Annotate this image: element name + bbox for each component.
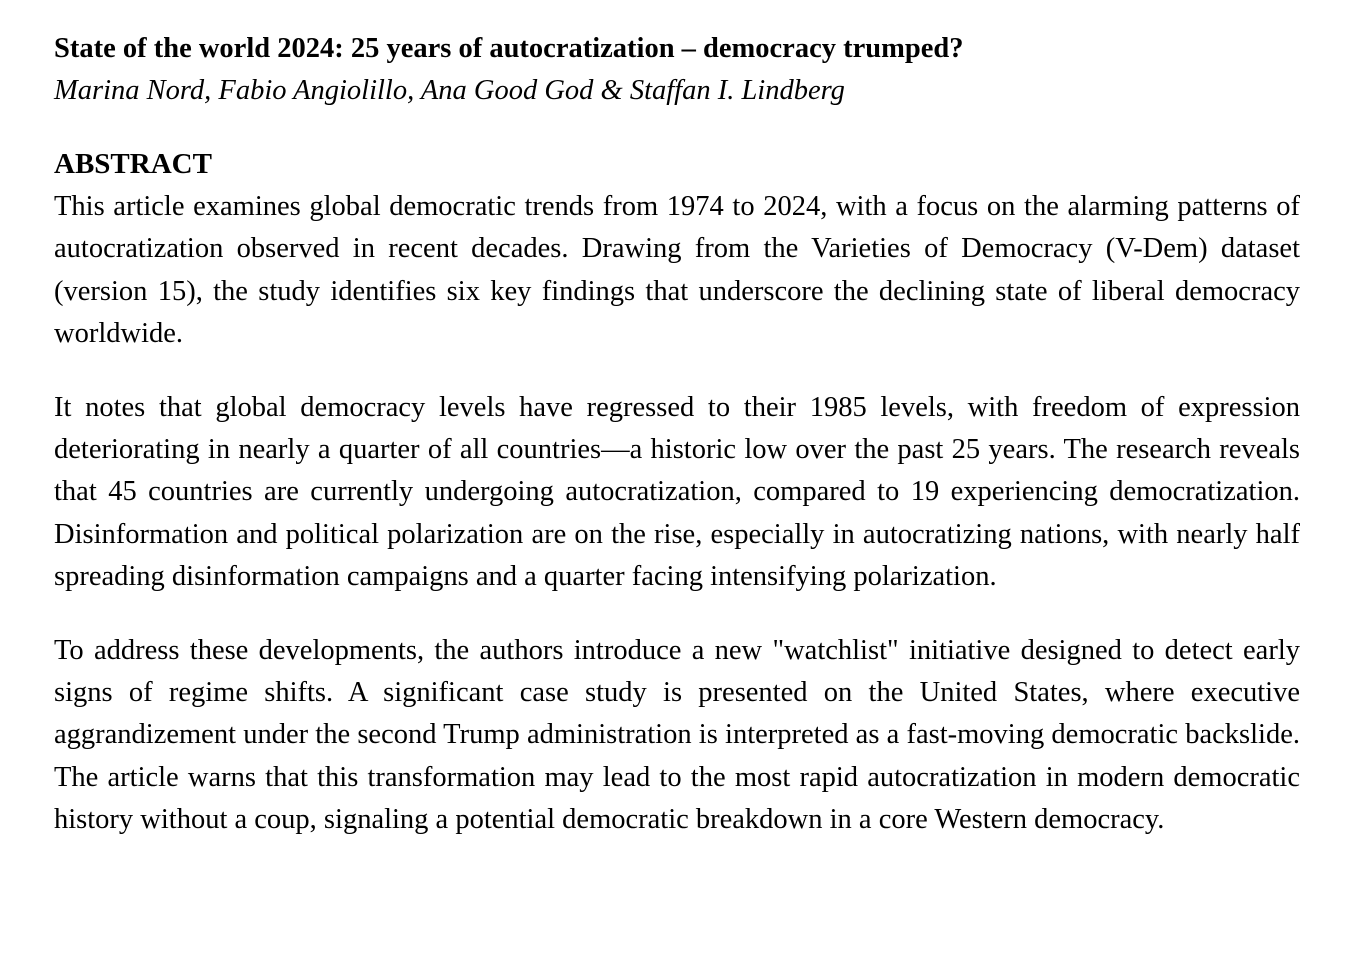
author-list: Marina Nord, Fabio Angiolillo, Ana Good God & Staffan I. Lindberg [54, 75, 845, 106]
abstract-heading: ABSTRACT [54, 148, 212, 180]
article-title: State of the world 2024: 25 years of autocratization – democracy trumped? [54, 33, 964, 64]
document [54, 28, 1300, 842]
abstract-paragraph-2: It notes that global democracy levels have regressed to their 1985 levels, with freedom of expression deteriorating in nearly a quarter of all countries—a historic low over the past 25 years. The research reveals that 45 countries are currently undergoing autocratization, compared to 19 experiencing democratization. Disinformation and political polarization are on the rise, especially in autocratizing nations, with nearly half spreading disinformation campaigns and a quarter facing intensifying polarization. [54, 391, 1300, 593]
abstract-paragraph-1: This article examines global democratic trends from 1974 to 2024, with a focus on the alarming patterns of autocratization observed in recent decades. Drawing from the Varieties of Democracy (V-Dem) dataset (version 15), the study identifies six key findings that underscore the declining state of liberal democracy worldwide. [54, 191, 1300, 350]
abstract-paragraph-3: To address these developments, the authors introduce a new "watchlist" initiative designed to detect early signs of regime shifts. A significant case study is presented on the United States, where executive aggrandizement under the second Trump administration is interpreted as a fast-moving democratic backslide. The article warns that this transformation may lead to the most rapid autocratization in modern democratic history without a coup, signaling a potential democratic breakdown in a core Western democracy. [54, 634, 1300, 836]
